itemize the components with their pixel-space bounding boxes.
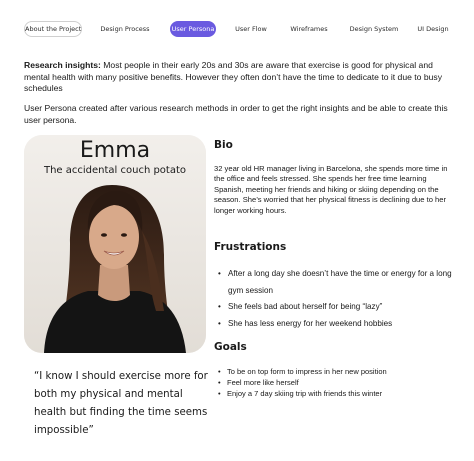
frustration-item: • After a long day she doesn’t have the time or energy for a long gym session — [218, 266, 458, 299]
nav-item-wireframes[interactable]: Wireframes — [290, 25, 328, 33]
research-insights-text: Most people in their early 20s and 30s are aware that exercise is good for physical and mental health with many positive benefits. However they often don’t have the time to dedicate to it due to busy schedules — [24, 60, 442, 93]
goal-item: • To be on top form to impress in her new position — [218, 366, 458, 377]
research-insights — [24, 60, 454, 95]
nav-item-design-system[interactable]: Design System — [349, 25, 399, 33]
persona-quote: “I know I should exercise more for both my physical and mental health but finding the time seems impossible” — [34, 371, 208, 436]
goal-item: • Enjoy a 7 day skiing trip with friends this winter — [218, 388, 458, 399]
goals-heading: Goals — [214, 341, 247, 353]
frustrations-list — [218, 266, 458, 332]
research-insights-heading: Research insights: — [24, 60, 101, 70]
persona-name: Emma — [79, 138, 151, 163]
nav-item-about-the-project[interactable]: About the Project — [24, 21, 82, 37]
nav-item-design-process[interactable]: Design Process — [100, 25, 150, 33]
goal-item: • Feel more like herself — [218, 377, 458, 388]
persona-photo-card — [24, 135, 206, 353]
nav-item-ui-design[interactable]: UI Design — [417, 25, 449, 33]
bio-text: 32 year old HR manager living in Barcelona, she spends more time in the office and feels stressed. She spends her free time learning Spanish, meeting her friends and hiking or skiing depending on the season. She’s worried that her physical fitness is declining due to her longer working hours. — [214, 164, 448, 215]
bio-heading: Bio — [214, 139, 233, 151]
frustration-item: • She feels bad about herself for being “lazy” — [218, 299, 458, 316]
goals-list — [218, 366, 458, 400]
nav-item-user-flow[interactable]: User Flow — [235, 25, 267, 33]
frustration-item: • She has less energy for her weekend hobbies — [218, 316, 458, 333]
persona-tagline: The accidental couch potato — [43, 165, 187, 176]
frustrations-heading: Frustrations — [214, 241, 287, 253]
project-nav — [24, 21, 452, 37]
persona-intro: User Persona created after various research methods in order to get the right insights and be able to create this user persona. — [24, 103, 448, 125]
nav-item-user-persona[interactable]: User Persona — [170, 21, 216, 37]
